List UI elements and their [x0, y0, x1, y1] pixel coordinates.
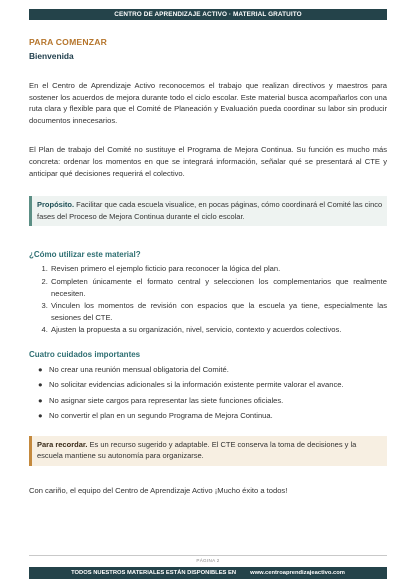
bullet-icon: ● [38, 380, 43, 390]
closing-message: Con cariño, el equipo del Centro de Aprendizaje Activo ¡Mucho éxito a todos! [29, 485, 288, 495]
top-banner: CENTRO DE APRENDIZAJE ACTIVO · MATERIAL GRATUITO [29, 9, 387, 20]
how-to-use-title: ¿Cómo utilizar este material? [29, 250, 141, 260]
intro-paragraph-2: El Plan de trabajo del Comité no sustituye el Programa de Mejora Continua. Su función es mucho más concreta: ordenar los momentos en que se integrará información, señalar qué se presentará al CTE y anticipar qué decisiones requerirá el colectivo. [29, 145, 387, 178]
footer-banner [29, 567, 387, 579]
footer-website-link[interactable]: www.centroaprendizajeactivo.com [250, 570, 345, 576]
step-item: 2. Completen únicamente el formato central y seleccionen los complementarios que realmente necesiten. [50, 276, 387, 299]
caution-text: No crear una reunión mensual obligatoria del Comité. [49, 364, 229, 374]
step-item: 1. Revisen primero el ejemplo ficticio para reconocer la lógica del plan. [50, 263, 387, 275]
purpose-text: Facilitar que cada escuela visualice, en pocas páginas, cómo coordinará el Comité las cinco fases del Proceso de Mejora Continua durante el ciclo escolar. [37, 200, 383, 221]
cautions-title: Cuatro cuidados importantes [29, 349, 141, 359]
bullet-icon: ● [38, 364, 43, 374]
reminder-text: Es un recurso sugerido y adaptable. El CTE conserva la toma de decisiones y la escuela mantiene su autonomía para organizarse. [37, 439, 357, 461]
bullet-icon: ● [38, 395, 43, 405]
purpose-callout [29, 196, 387, 226]
cautions-list [29, 364, 387, 422]
greeting-heading: Bienvenida [29, 51, 74, 61]
reminder-callout [29, 436, 387, 466]
reminder-label: Para recordar. [37, 439, 88, 449]
caution-item [38, 395, 387, 407]
caution-text: No solicitar evidencias adicionales si la información existente permite valorar el avance. [49, 380, 344, 390]
page-number: PÁGINA 2 [196, 558, 220, 563]
page-content [29, 37, 387, 496]
bullet-icon: ● [38, 411, 43, 421]
caution-item [38, 379, 387, 391]
caution-text: No asignar siete cargos para representar las siete funciones oficiales. [49, 395, 284, 405]
step-item: 4. Ajusten la propuesta a su organización, nivel, servicio, contexto y acuerdos colectivos. [50, 324, 387, 336]
step-item: 3. Vinculen los momentos de revisión con espacios que la escuela ya tiene, especialmente las sesiones del CTE. [50, 300, 387, 323]
caution-text: No convertir el plan en un segundo Programa de Mejora Continua. [49, 411, 273, 421]
caution-item [38, 410, 387, 422]
caution-item [38, 364, 387, 376]
section-kicker: PARA COMENZAR [29, 37, 108, 47]
purpose-label: Propósito. [37, 200, 75, 210]
intro-paragraph-1: En el Centro de Aprendizaje Activo reconocemos el trabajo que realizan directivos y maestros para sostener los acuerdos de mejora durante todo el ciclo escolar. Este material busca acompañarlos con una ruta clara y flexible para que el Comité de Planeación y Evaluación pueda coordinar su labor sin producir documentos innecesarios. [29, 81, 387, 125]
footer-availability-text: TODOS NUESTROS MATERIALES ESTÁN DISPONIBLES EN [71, 570, 237, 576]
steps-list [29, 263, 387, 336]
footer-divider [29, 555, 387, 556]
